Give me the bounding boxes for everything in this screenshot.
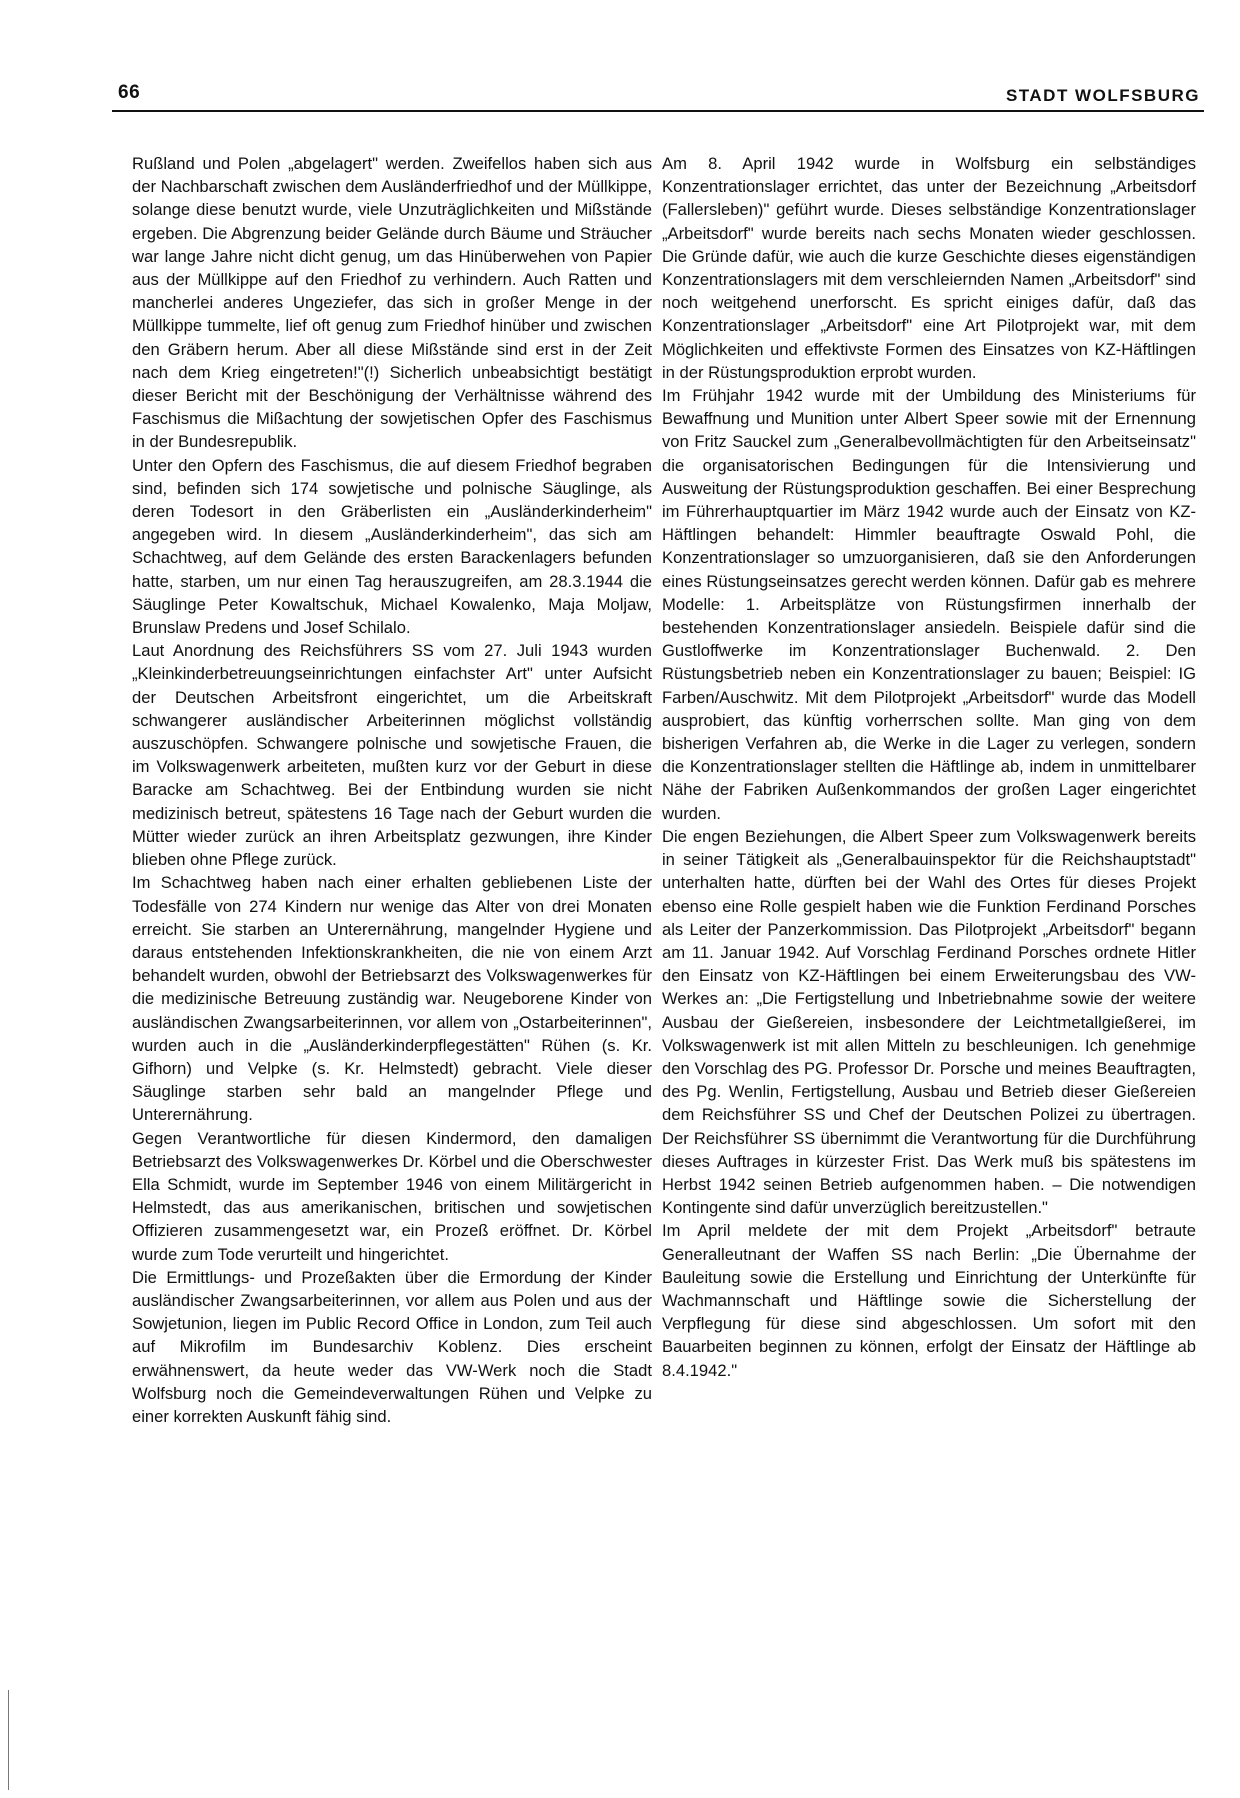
- paragraph: Im Frühjahr 1942 wurde mit der Umbildung des Ministeriums für Bewaffnung und Munition unter Albert Speer sowie mit der Ernennung von Fritz Sauckel zum „Generalbevollmächtigten für den Arbeitseinsatz" die organisatorischen Bedingungen für die Intensivierung und Ausweitung der Rüstungsproduktion geschaffen. Bei einer Besprechung im Führerhauptquartier im März 1942 wurde auch der Einsatz von KZ-Häftlingen behandelt: Himmler beauftragte Oswald Pohl, die Konzentrationslager so umzuorganisieren, daß sie den Anforderungen eines Rüstungseinsatzes gerecht werden können. Dafür gab es mehrere Modelle: 1. Arbeitsplätze von Rüstungsfirmen innerhalb der bestehenden Konzentrationslager ansiedeln. Beispiele dafür sind die Gustloffwerke im Konzentrationslager Buchenwald. 2. Den Rüstungsbetrieb neben ein Konzentrationslager zu bauen; Beispiel: IG Farben/Auschwitz. Mit dem Pilotprojekt „Arbeitsdorf" wurde das Modell ausprobiert, das künftig vorherrschen sollte. Man ging von dem bisherigen Verfahren ab, die Werke in die Lager zu verlegen, sondern die Konzentrationslager stellten die Häftlinge ab, indem in unmittelbarer Nähe der Fabriken Außenkommandos der großen Lager eingerichtet wurden.: [662, 386, 1196, 823]
- left-column: [132, 152, 652, 1428]
- scan-margin-line: [8, 1690, 9, 1790]
- paragraph: Die engen Beziehungen, die Albert Speer zum Volkswagenwerk bereits in seiner Tätigkeit als „Generalbauinspektor für die Reichshauptstadt" unterhalten hatte, dürften bei der Wahl des Ortes für dieses Projekt ebenso eine Rolle gespielt haben wie die Funktion Ferdinand Porsches als Leiter der Panzerkommission. Das Pilotprojekt „Arbeitsdorf" begann am 11. Januar 1942. Auf Vorschlag Ferdinand Porsches ordnete Hitler den Einsatz von KZ-Häftlingen bei einem Erweiterungsbau des VW-Werkes an: „Die Fertigstellung und Inbetriebnahme sowie der weitere Ausbau der Gießereien, insbesondere der Leichtmetallgießerei, im Volkswagenwerk ist mit allen Mitteln zu beschleunigen. Ich genehmige den Vorschlag des PG. Professor Dr. Porsche und meines Beauftragten, des Pg. Wenlin, Fertigstellung, Ausbau und Betrieb dieser Gießereien dem Reichsführer SS und Chef der Deutschen Polizei zu übertragen. Der Reichsführer SS übernimmt die Verantwortung für die Durchführung dieses Auftrages in kürzester Frist. Das Werk muß bis spätestens im Herbst 1942 seinen Betrieb aufgenommen haben. – Die notwendigen Kontingente sind dafür unverzüglich bereitzustellen.": [662, 826, 1196, 1218]
- paragraph: Die Ermittlungs- und Prozeßakten über die Ermordung der Kinder ausländischer Zwangsarbeiterinnen, vor allem aus Polen und aus der Sowjetunion, liegen im Public Record Office in London, zum Teil auch auf Mikrofilm im Bundesarchiv Koblenz. Dies erscheint erwähnenswert, da heute weder das VW-Werk noch die Stadt Wolfsburg noch die Gemeindeverwaltungen Rühen und Velpke zu einer korrekten Auskunft fähig sind.: [132, 1267, 652, 1426]
- right-column: [662, 152, 1196, 1382]
- paragraph: Rußland und Polen „abgelagert" werden. Zweifellos haben sich aus der Nachbarschaft zwischen dem Ausländerfriedhof und der Müllkippe, solange diese benutzt wurde, viele Unzuträglichkeiten und Mißstände ergeben. Die Abgrenzung beider Gelände durch Bäume und Sträucher war lange Jahre nicht dicht genug, um das Hinüberwehen von Papier aus der Müllkippe auf den Friedhof zu verhindern. Auch Ratten und mancherlei anderes Ungeziefer, das sich in großer Menge in der Müllkippe tummelte, lief oft genug zum Friedhof hinüber und zwischen den Gräbern herum. Aber all diese Mißstände sind erst in der Zeit nach dem Krieg eingetreten!"(!) Sicherlich unbeabsichtigt bestätigt dieser Bericht mit der Beschönigung der Verhältnisse während des Faschismus die Mißachtung der sowjetischen Opfer des Faschismus in der Bundesrepublik.: [132, 154, 652, 452]
- page-number: 66: [118, 82, 141, 103]
- header-rule: [112, 110, 1204, 112]
- paragraph: Im April meldete der mit dem Projekt „Arbeitsdorf" betraute Generalleutnant der Waffen SS nach Berlin: „Die Übernahme der Bauleitung sowie die Erstellung und Einrichtung der Unterkünfte für Wachmannschaft und Häftlinge sowie die Sicherstellung der Verpflegung für diese sind abgeschlossen. Um sofort mit den Bauarbeiten beginnen zu können, erfolgt der Einsatz der Häftlinge ab 8.4.1942.": [662, 1221, 1196, 1380]
- paragraph: Im Schachtweg haben nach einer erhalten gebliebenen Liste der Todesfälle von 274 Kindern nur wenige das Alter von drei Monaten erreicht. Sie starben an Unterernährung, mangelnder Hygiene und daraus entstehenden Infektionskrankheiten, die nie von einem Arzt behandelt wurden, obwohl der Betriebsarzt des Volkswagenwerkes für die medizinische Betreuung zuständig war. Neugeborene Kinder von ausländischen Zwangsarbeiterinnen, vor allem von „Ostarbeiterinnen", wurden auch in die „Ausländerkinderpflegestätten" Rühen (s. Kr. Gifhorn) und Velpke (s. Kr. Helmstedt) gebracht. Viele dieser Säuglinge starben sehr bald an mangelnder Pflege und Unterernährung.: [132, 873, 652, 1125]
- running-head: STADT WOLFSBURG: [1005, 86, 1200, 105]
- paragraph: Laut Anordnung des Reichsführers SS vom 27. Juli 1943 wurden „Kleinkinderbetreuungseinrichtungen einfachster Art" unter Aufsicht der Deutschen Arbeitsfront eingerichtet, um die Arbeitskraft schwangerer ausländischer Arbeiterinnen möglichst vollständig auszuschöpfen. Schwangere polnische und sowjetische Frauen, die im Volkswagenwerk arbeiteten, mußten kurz vor der Geburt in diese Baracke am Schachtweg. Bei der Entbindung wurden sie nicht medizinisch betreut, spätestens 16 Tage nach der Geburt wurden die Mütter wieder zurück an ihren Arbeitsplatz gezwungen, ihre Kinder blieben ohne Pflege zurück.: [132, 641, 652, 870]
- paragraph: Gegen Verantwortliche für diesen Kindermord, den damaligen Betriebsarzt des Volkswagenwerkes Dr. Körbel und die Oberschwester Ella Schmidt, wurde im September 1946 von einem Militärgericht in Helmstedt, das aus amerikanischen, britischen und sowjetischen Offizieren zusammengesetzt war, ein Prozeß eröffnet. Dr. Körbel wurde zum Tode verurteilt und hingerichtet.: [132, 1128, 652, 1264]
- paragraph: Unter den Opfern des Faschismus, die auf diesem Friedhof begraben sind, befinden sich 174 sowjetische und polnische Säuglinge, als deren Todesort in den Gräberlisten ein „Ausländerkinderheim" angegeben wird. In diesem „Ausländerkinderheim", das sich am Schachtweg, auf dem Gelände des ersten Barackenlagers befunden hatte, starben, um nur einen Tag herauszugreifen, am 28.3.1944 die Säuglinge Peter Kowaltschuk, Michael Kowalenko, Maja Moljaw, Brunslaw Predens und Josef Schilalo.: [132, 455, 652, 638]
- paragraph: Am 8. April 1942 wurde in Wolfsburg ein selbständiges Konzentrationslager errichtet, das unter der Bezeichnung „Arbeitsdorf (Fallersleben)" geführt wurde. Dieses selbständige Konzentrationslager „Arbeitsdorf" wurde bereits nach sechs Monaten wieder geschlossen. Die Gründe dafür, wie auch die kurze Geschichte dieses eigenständigen Konzentrationslagers mit dem verschleiernden Namen „Arbeitsdorf" sind noch weitgehend unerforscht. Es spricht einiges dafür, daß das Konzentrationslager „Arbeitsdorf" eine Art Pilotprojekt war, mit dem Möglichkeiten und effektivste Formen des Einsatzes von KZ-Häftlingen in der Rüstungsproduktion erprobt wurden.: [662, 154, 1196, 382]
